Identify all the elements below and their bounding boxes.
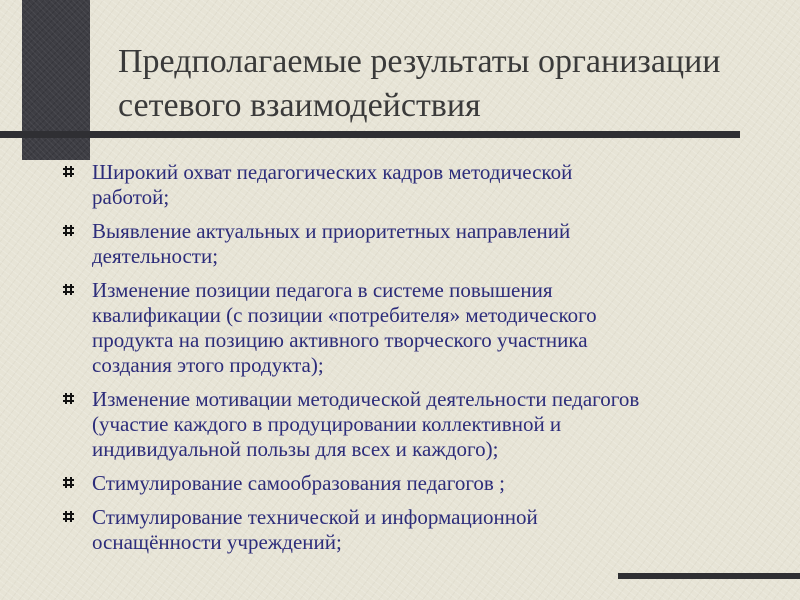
list-item bbox=[62, 219, 762, 269]
list-item-line: Изменение позиции педагога в системе повышения bbox=[92, 278, 553, 302]
hash-bullet-icon bbox=[63, 225, 74, 236]
slide-title-line: Предполагаемые результаты организации bbox=[118, 43, 721, 80]
hash-bullet-icon bbox=[63, 166, 74, 177]
list-item bbox=[62, 471, 762, 496]
hash-bullet-icon bbox=[63, 477, 74, 488]
list-item-line: Широкий охват педагогических кадров методической bbox=[92, 160, 573, 184]
list-item-line: (участие каждого в продуцировании коллективной и bbox=[92, 412, 562, 436]
list-item-line: работой; bbox=[92, 185, 170, 209]
list-item-line: деятельности; bbox=[92, 244, 219, 268]
bottom-divider bbox=[618, 573, 800, 579]
list-item-line: создания этого продукта); bbox=[92, 353, 324, 377]
list-item-line: продукта на позицию активного творческого участника bbox=[92, 328, 588, 352]
list-item bbox=[62, 160, 762, 210]
list-item-line: Выявление актуальных и приоритетных направлений bbox=[92, 219, 571, 243]
slide-title-line: сетевого взаимодействия bbox=[118, 87, 481, 124]
slide-title bbox=[118, 40, 778, 128]
list-item-line: квалификации (с позиции «потребителя» методического bbox=[92, 303, 597, 327]
list-item-line: оснащённости учреждений; bbox=[92, 530, 342, 554]
hash-bullet-icon bbox=[63, 284, 74, 295]
list-item bbox=[62, 387, 762, 462]
bullet-list bbox=[62, 160, 762, 564]
hash-bullet-icon bbox=[63, 511, 74, 522]
hash-bullet-icon bbox=[63, 393, 74, 404]
list-item-line: Изменение мотивации методической деятельности педагогов bbox=[92, 387, 640, 411]
list-item-line: индивидуальной пользы для всех и каждого); bbox=[92, 437, 499, 461]
list-item bbox=[62, 505, 762, 555]
title-divider bbox=[0, 131, 740, 138]
list-item bbox=[62, 278, 762, 378]
list-item-line: Стимулирование технической и информационной bbox=[92, 505, 538, 529]
list-item-line: Стимулирование самообразования педагогов ; bbox=[92, 471, 505, 495]
